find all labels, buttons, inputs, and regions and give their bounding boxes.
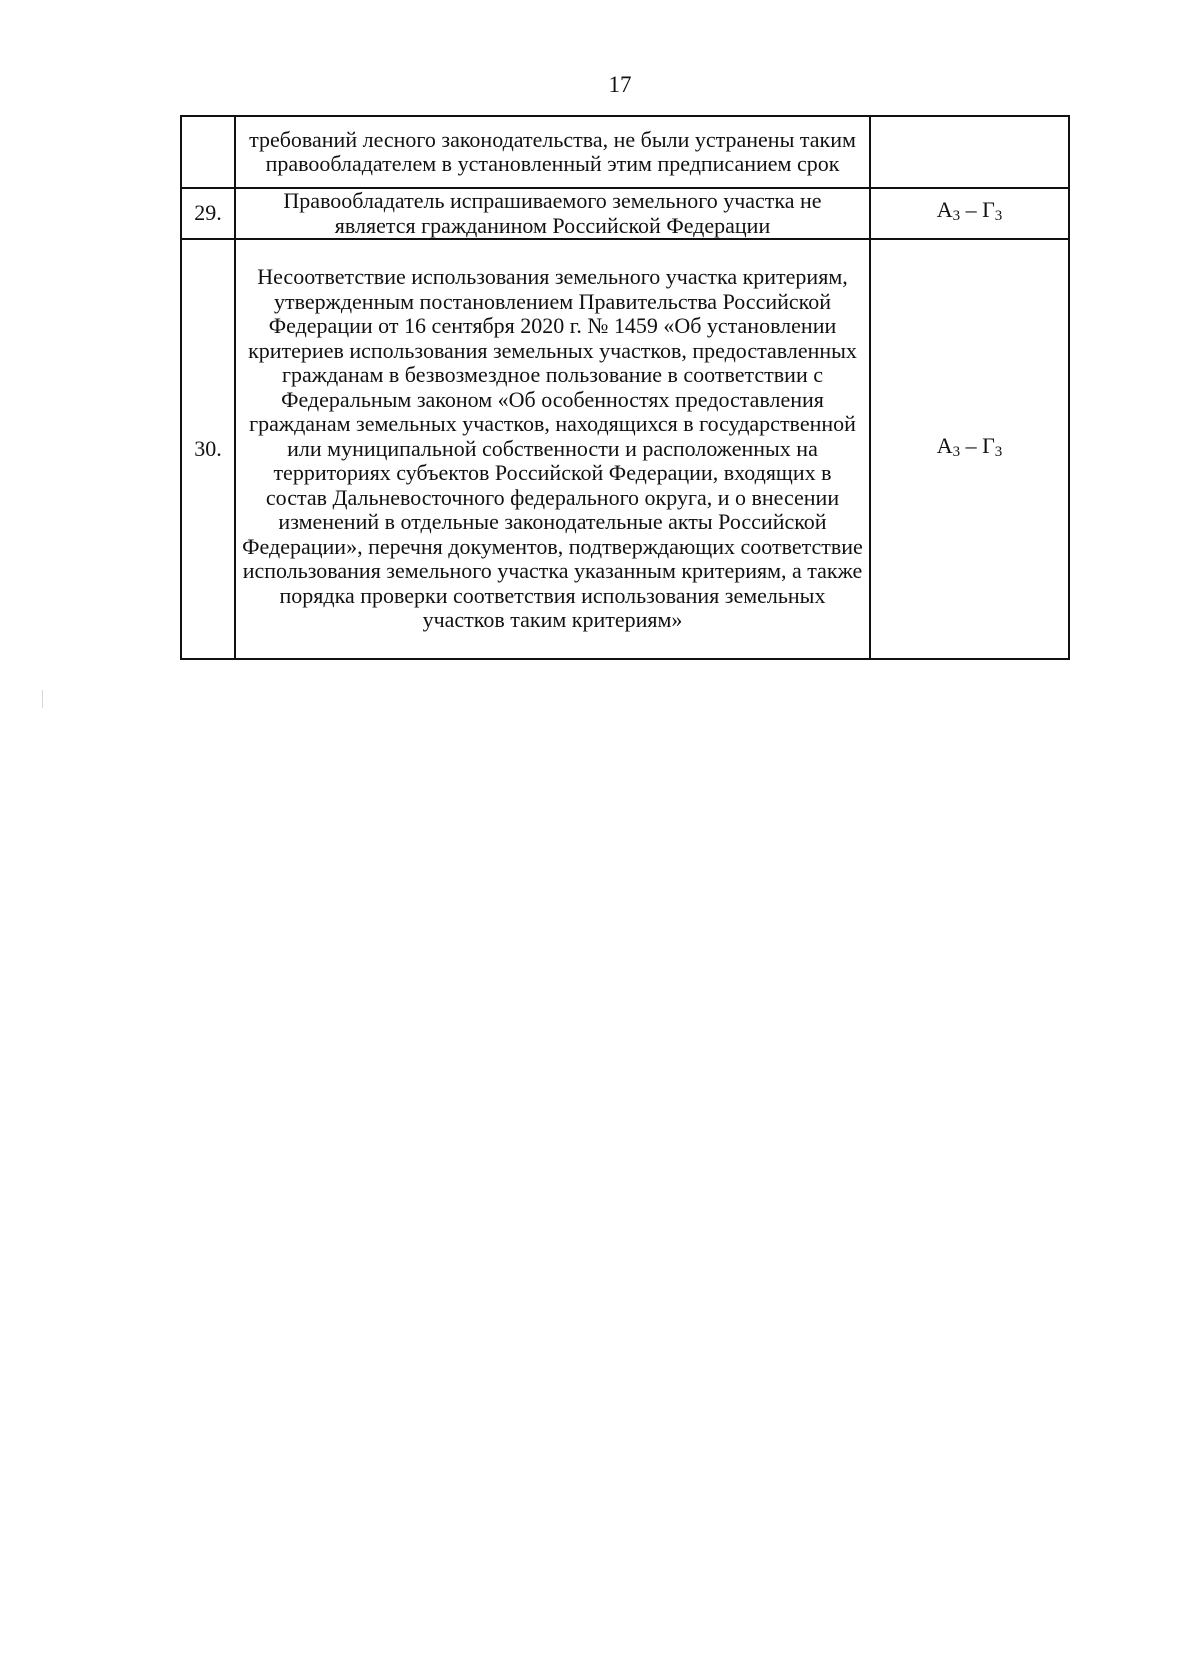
code-subscript-a: 3 [952,208,961,225]
table-row [181,116,1069,188]
page-number: 17 [608,72,632,97]
row-text-cell: Несоответствие использования земельного участка критериям, утвержденным постановлением Правительства Российской Федерации от 16 сентября 2020 г. № 1459 «Об установлении критериев использования земельных участков, предоставленных гражданам в безвозмездное пользование в соответствии с Федеральным законом «Об особенностях предоставления гражданам земельных участков, находящихся в государственной или муниципальной собственности и расположенных на территориях субъектов Российской Федерации, входящих в состав Дальневосточного федерального округа, и о внесении изменений в отдельные законодательные акты Российской Федерации», перечня документов, подтверждающих соответствие использования земельного участка указанным критериям, а также порядка проверки соответствия использования земельных участков таким критериям» [235,239,870,659]
code-subscript-g: 3 [994,208,1003,225]
row-text-cell: требований лесного законодательства, не были устранены таким правообладателем в установленный этим предписанием срок [235,116,870,188]
scan-margin-mark [42,690,43,708]
row-number-cell: 29. [181,188,235,239]
row-text-cell: Правообладатель испрашиваемого земельного участка не является гражданином Российской Федерации [235,188,870,239]
code-letter-a: А [936,432,953,458]
criteria-table [180,115,1070,660]
code-subscript-a: 3 [952,443,961,460]
code-value [937,433,1003,458]
code-letter-g: Г [982,197,995,223]
code-subscript-g: 3 [994,443,1003,460]
row-code-cell [870,239,1069,659]
code-letter-a: А [936,197,953,223]
row-number-cell: 30. [181,239,235,659]
code-letter-g: Г [982,432,995,458]
row-number-cell [181,116,235,188]
code-value [936,197,1003,225]
table-row [181,188,1069,239]
code-dash: – [960,197,983,223]
table-row [181,239,1069,659]
row-code-cell [870,116,1069,188]
row-code-cell [870,188,1069,239]
code-dash: – [960,432,983,458]
